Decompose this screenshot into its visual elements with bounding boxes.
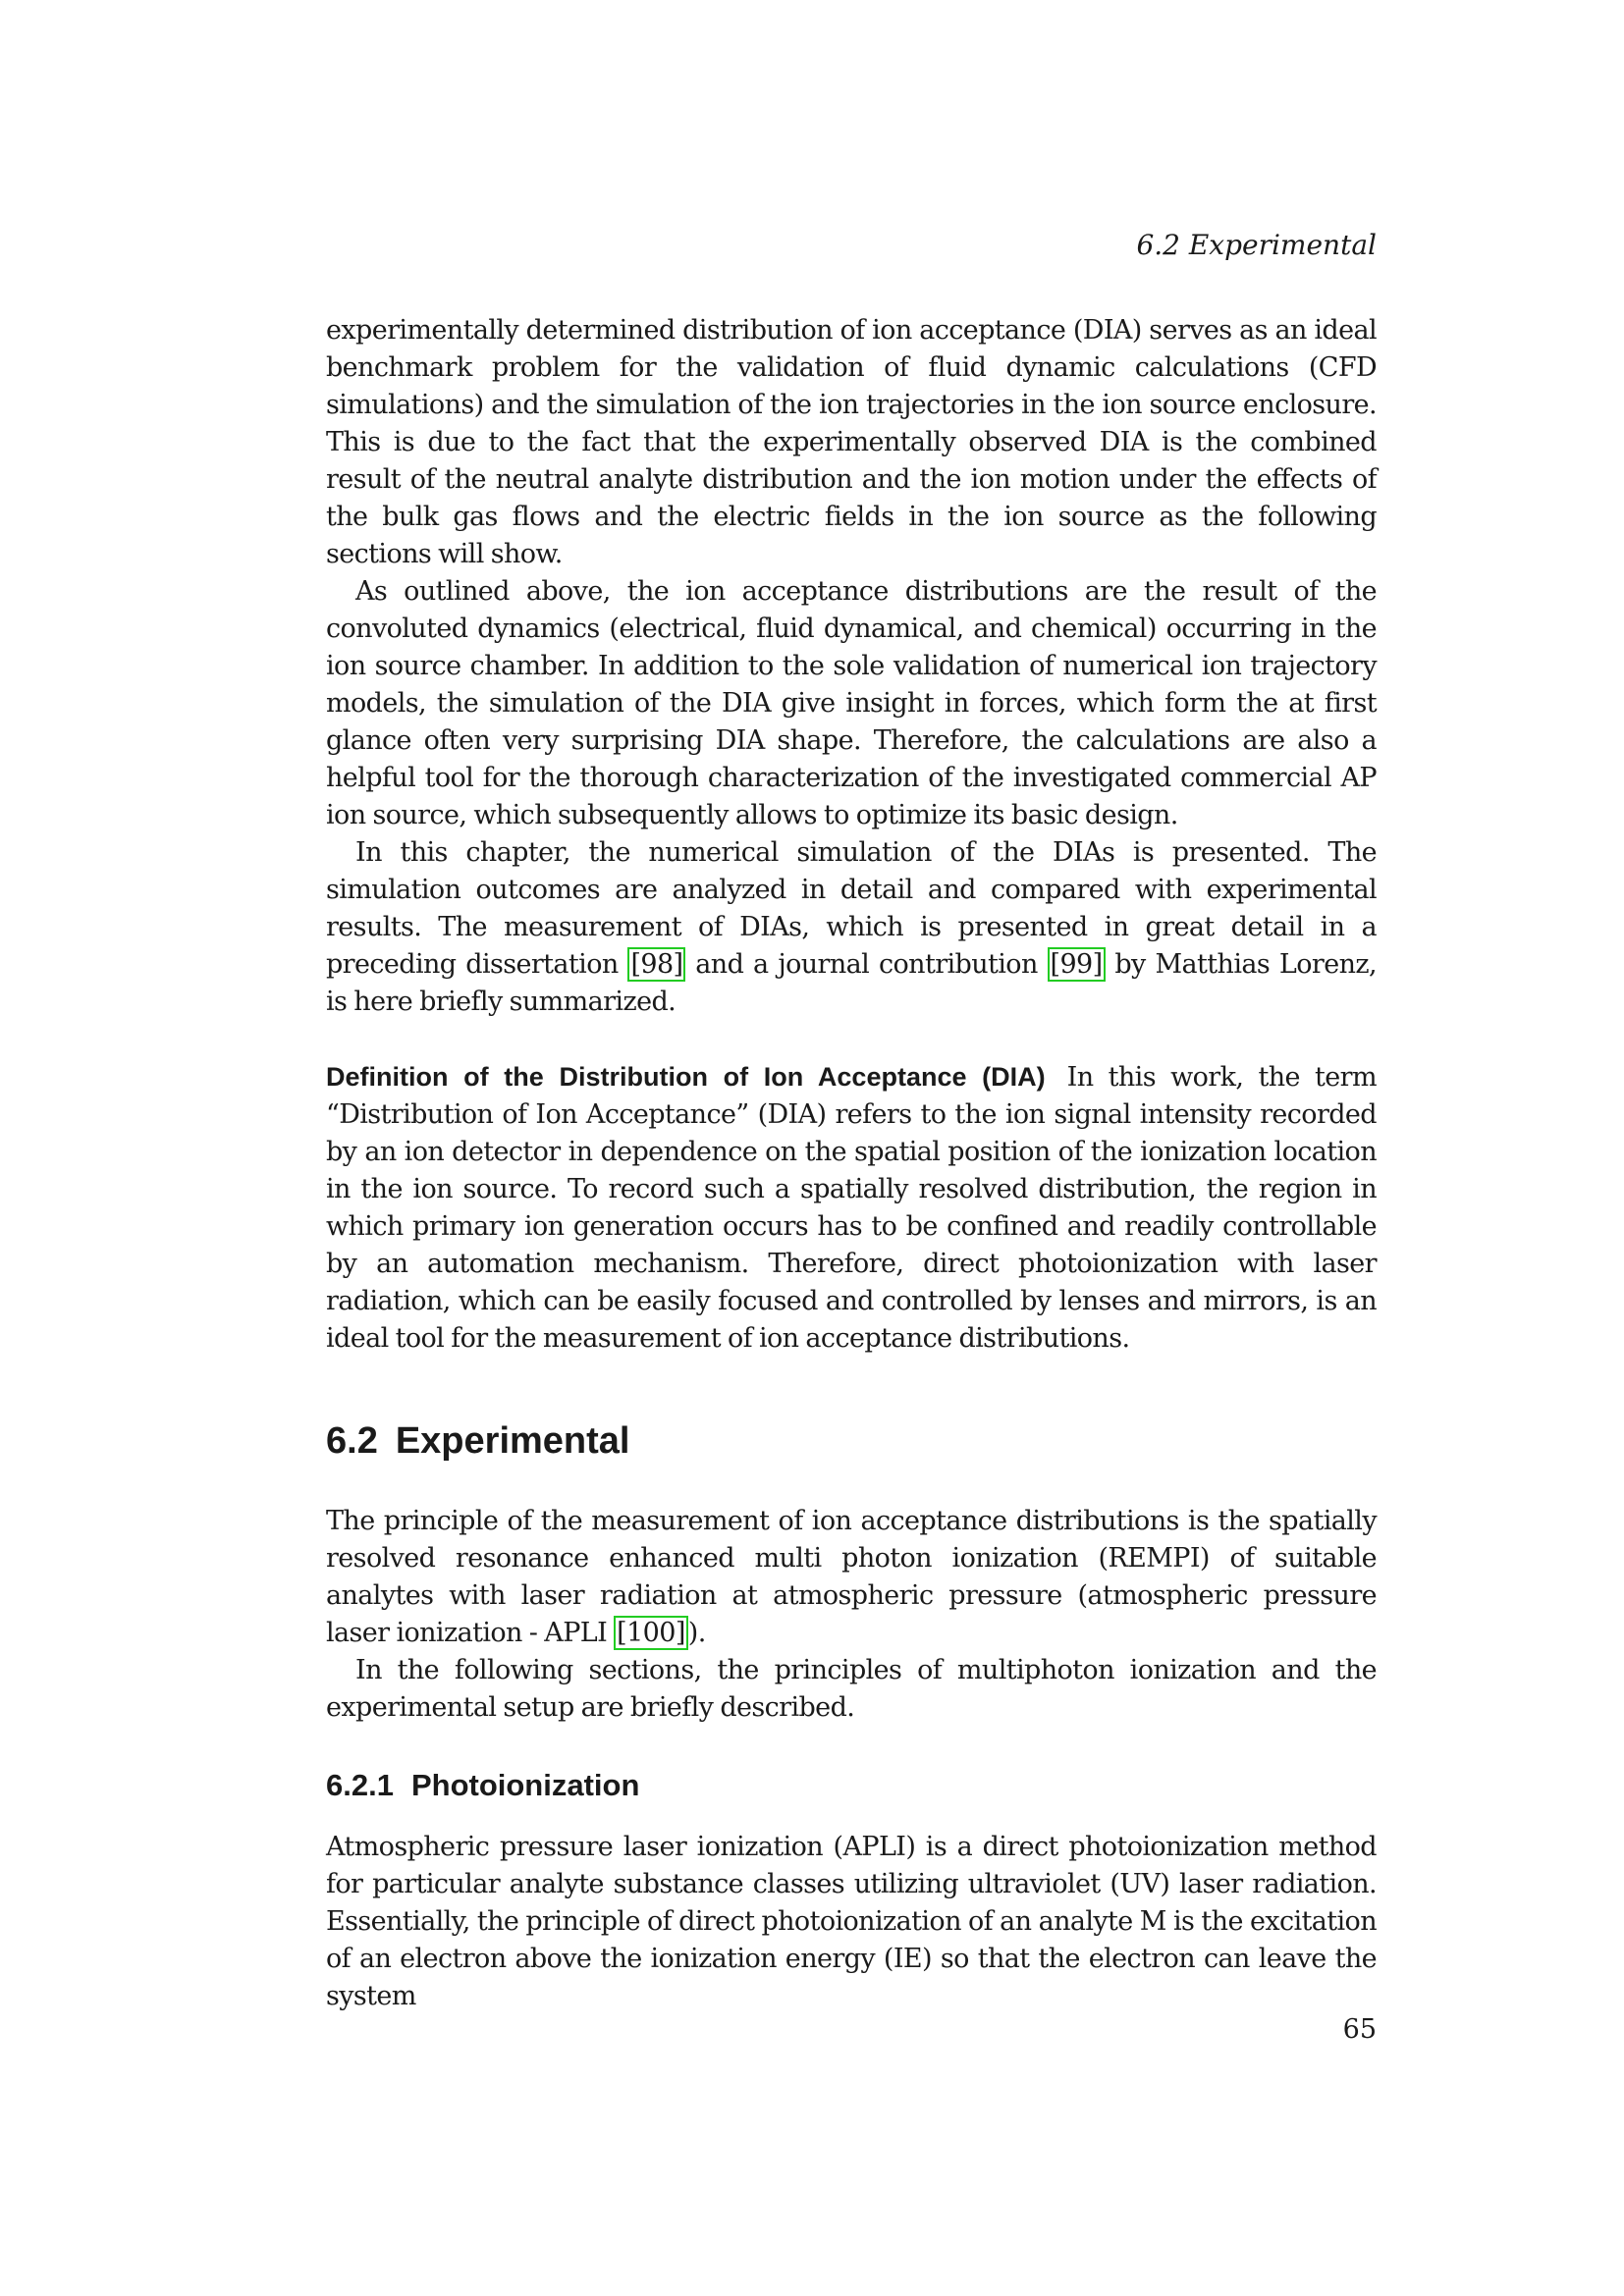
paragraph-5-text-a: The principle of the measurement of ion acceptance distributions is the spatially resolved resonance enhanced multi photon ionization (REMPI) of suitable analytes with laser radiation at atmospheric pressure (atmospheric pressure laser ionization - APLI xyxy=(326,1506,1377,1648)
subsection-title: Photoionization xyxy=(410,1768,640,1802)
paragraph-3-text-a: In this chapter, the numerical simulation of the DIAs is presented. The simulation outcomes are analyzed in detail and compared with experimental results. The measurement of DIAs, which is presented in great detail in a preceding dissertation xyxy=(326,837,1377,980)
section-title: Experimental xyxy=(395,1420,630,1462)
paragraph-2: As outlined above, the ion acceptance distributions are the result of the convoluted dynamics (electrical, fluid dynamical, and chemical) occurring in the ion source chamber. In addition to the sole validation of numerical ion trajectory models, the simulation of the DIA give insight in forces, which form the at first glance often very surprising DIA shape. Therefore, the calculations are also a helpful tool for the thorough characterization of the investigated commercial AP ion source, which subsequently allows to optimize its basic design. xyxy=(326,576,1377,830)
paragraph-heading-dia-definition: Definition of the Distribution of Ion Acceptance (DIA) xyxy=(326,1062,1046,1092)
paragraph-5 xyxy=(326,1503,1377,1652)
citation-100-link[interactable]: [100] xyxy=(614,1616,688,1650)
paragraph-dia-definition xyxy=(326,1058,1377,1358)
subsection-heading-photoionization xyxy=(326,1766,1377,1805)
paragraph-3-text-c: by Matthias Lorenz, is here briefly summarized. xyxy=(326,949,1377,1017)
section-number: 6.2 xyxy=(326,1420,378,1462)
running-header: 6.2 Experimental xyxy=(1136,229,1377,261)
paragraph-7: Atmospheric pressure laser ionization (APLI) is a direct photoionization method for particular analyte substance classes utilizing ultraviolet (UV) laser radiation. Essentially, the principle of direct photoionization of an analyte M is the excitation of an electron above the ionization energy (IE) so that the electron can leave the system xyxy=(326,1832,1377,2011)
paragraph-1: experimentally determined distribution of ion acceptance (DIA) serves as an ideal benchmark problem for the validation of fluid dynamic calculations (CFD simulations) and the simulation of the ion trajectories in the ion source enclosure. This is due to the fact that the experimentally observed DIA is the combined result of the neutral analyte distribution and the ion motion under the effects of the bulk gas flows and the electric fields in the ion source as the following sections will show. xyxy=(326,315,1377,569)
citation-98-link[interactable]: [98] xyxy=(627,947,685,982)
subsection-number: 6.2.1 xyxy=(326,1768,394,1802)
paragraph-5-text-b: ). xyxy=(687,1618,706,1648)
page-number: 65 xyxy=(1342,2014,1377,2045)
citation-99-link[interactable]: [99] xyxy=(1048,947,1106,982)
page-body xyxy=(326,312,1377,2015)
paragraph-3-text-b: and a journal contribution xyxy=(685,949,1048,980)
paragraph-3 xyxy=(326,834,1377,1021)
paragraph-dia-definition-text: In this work, the term “Distribution of Ion Acceptance” (DIA) refers to the ion signal intensity recorded by an ion detector in dependence on the spatial position of the ionization location in the ion source. To record such a spatially resolved distribution, the region in which primary ion generation occurs has to be confined and readily controllable by an automation mechanism. Therefore, direct photoionization with laser radiation, which can be easily focused and controlled by lenses and mirrors, is an ideal tool for the measurement of ion acceptance distributions. xyxy=(326,1062,1377,1354)
section-heading-experimental xyxy=(326,1418,1377,1464)
paragraph-6: In the following sections, the principles of multiphoton ionization and the experimental setup are briefly described. xyxy=(326,1655,1377,1723)
